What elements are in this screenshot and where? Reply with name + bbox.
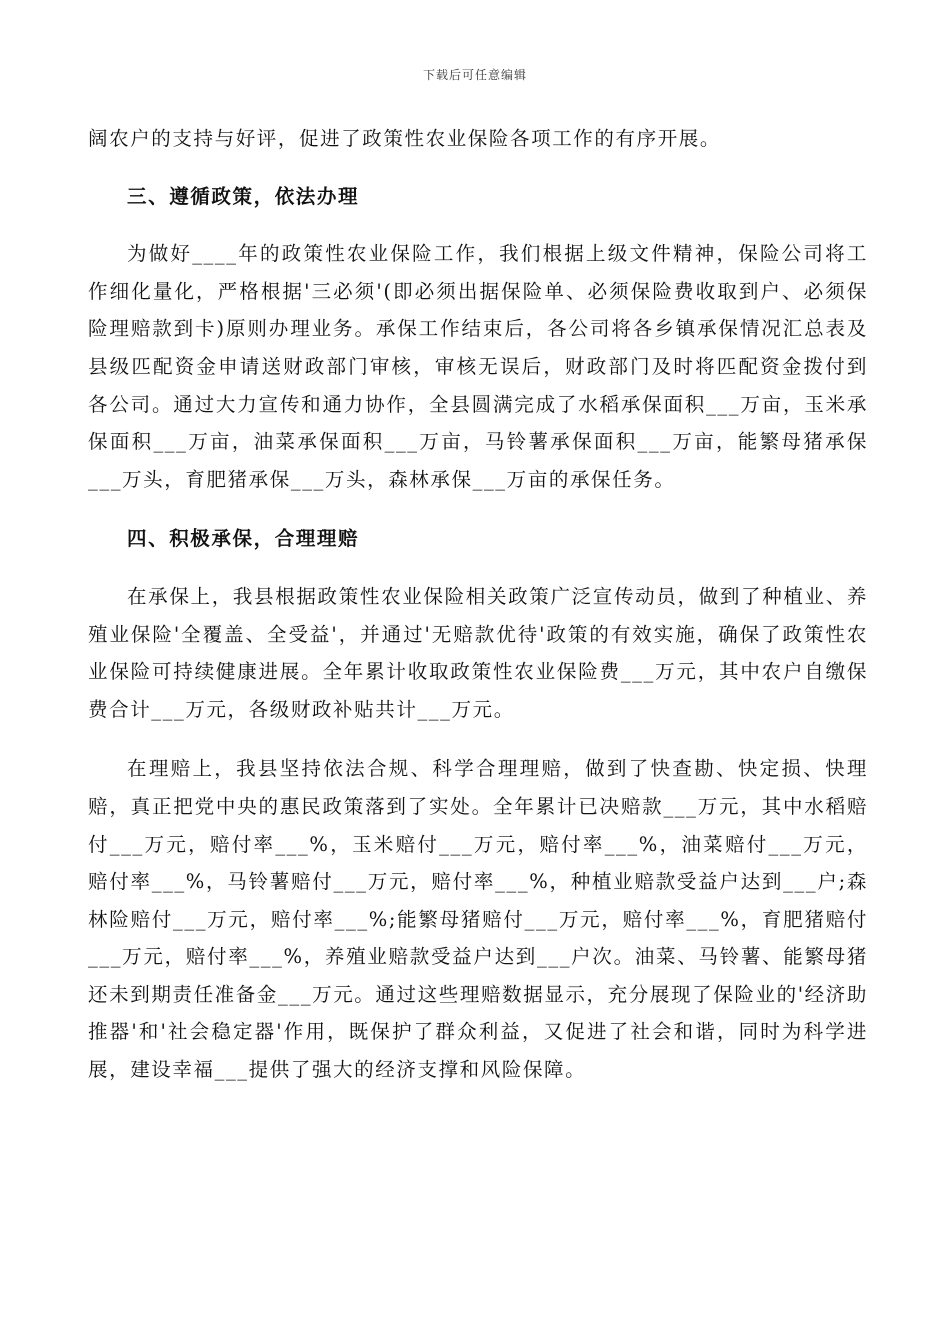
header-note: 下载后可任意编辑 <box>422 68 527 82</box>
paragraph-underwriting: 在承保上，我县根据政策性农业保险相关政策广泛宣传动员，做到了种植业、养殖业保险'全覆盖、全受益'，并通过'无赔款优待'政策的有效实施，确保了政策性农业保险可持续健康进展。全年累计收取政策性农业保险费___万元，其中农户自缴保费合计___万元，各级财政补贴共计___万元。 <box>88 584 868 721</box>
document-body <box>88 120 868 1089</box>
spacer <box>88 498 868 520</box>
section-heading-4: 四、积极承保，合理理赔 <box>127 527 360 551</box>
spacer <box>88 158 868 178</box>
spacer <box>88 728 868 750</box>
paragraph-continuation: 阔农户的支持与好评，促进了政策性农业保险各项工作的有序开展。 <box>88 127 722 150</box>
section-heading-3: 三、遵循政策，依法办理 <box>127 184 360 208</box>
paragraph-policy: 为做好____年的政策性农业保险工作，我们根据上级文件精神，保险公司将工作细化量化，严格根据'三必须'(即必须出据保险单、必须保险费收取到户、必须保险理赔款到卡)原则办理业务。承保工作结束后，各公司将各乡镇承保情况汇总表及县级匹配资金申请送财政部门审核，审核无误后，财政部门及时将匹配资金拨付到各公司。通过大力宣传和通力协作，全县圆满完成了水稻承保面积___万亩，玉米承保面积___万亩，油菜承保面积___万亩，马铃薯承保面积___万亩，能繁母猪承保___万头，育肥猪承保___万头，森林承保___万亩的承保任务。 <box>88 242 868 491</box>
spacer <box>88 215 868 235</box>
paragraph-claims: 在理赔上，我县坚持依法合规、科学合理理赔，做到了快查勘、快定损、快理赔，真正把党中央的惠民政策落到了实处。全年累计已决赔款___万元，其中水稻赔付___万元，赔付率___%，玉米赔付___万元，赔付率___%，油菜赔付___万元，赔付率___%，马铃薯赔付___万元，赔付率___%，种植业赔款受益户达到___户;森林险赔付___万元，赔付率___%;能繁母猪赔付___万元，赔付率___%，育肥猪赔付___万元，赔付率___%，养殖业赔款受益户达到___户次。油菜、马铃薯、能繁母猪还未到期责任准备金___万元。通过这些理赔数据显示，充分展现了保险业的'经济助推器'和'社会稳定器'作用，既保护了群众利益，又促进了社会和谐，同时为科学进展，建设幸福___提供了强大的经济支撑和风险保障。 <box>88 757 868 1082</box>
spacer <box>88 558 868 578</box>
